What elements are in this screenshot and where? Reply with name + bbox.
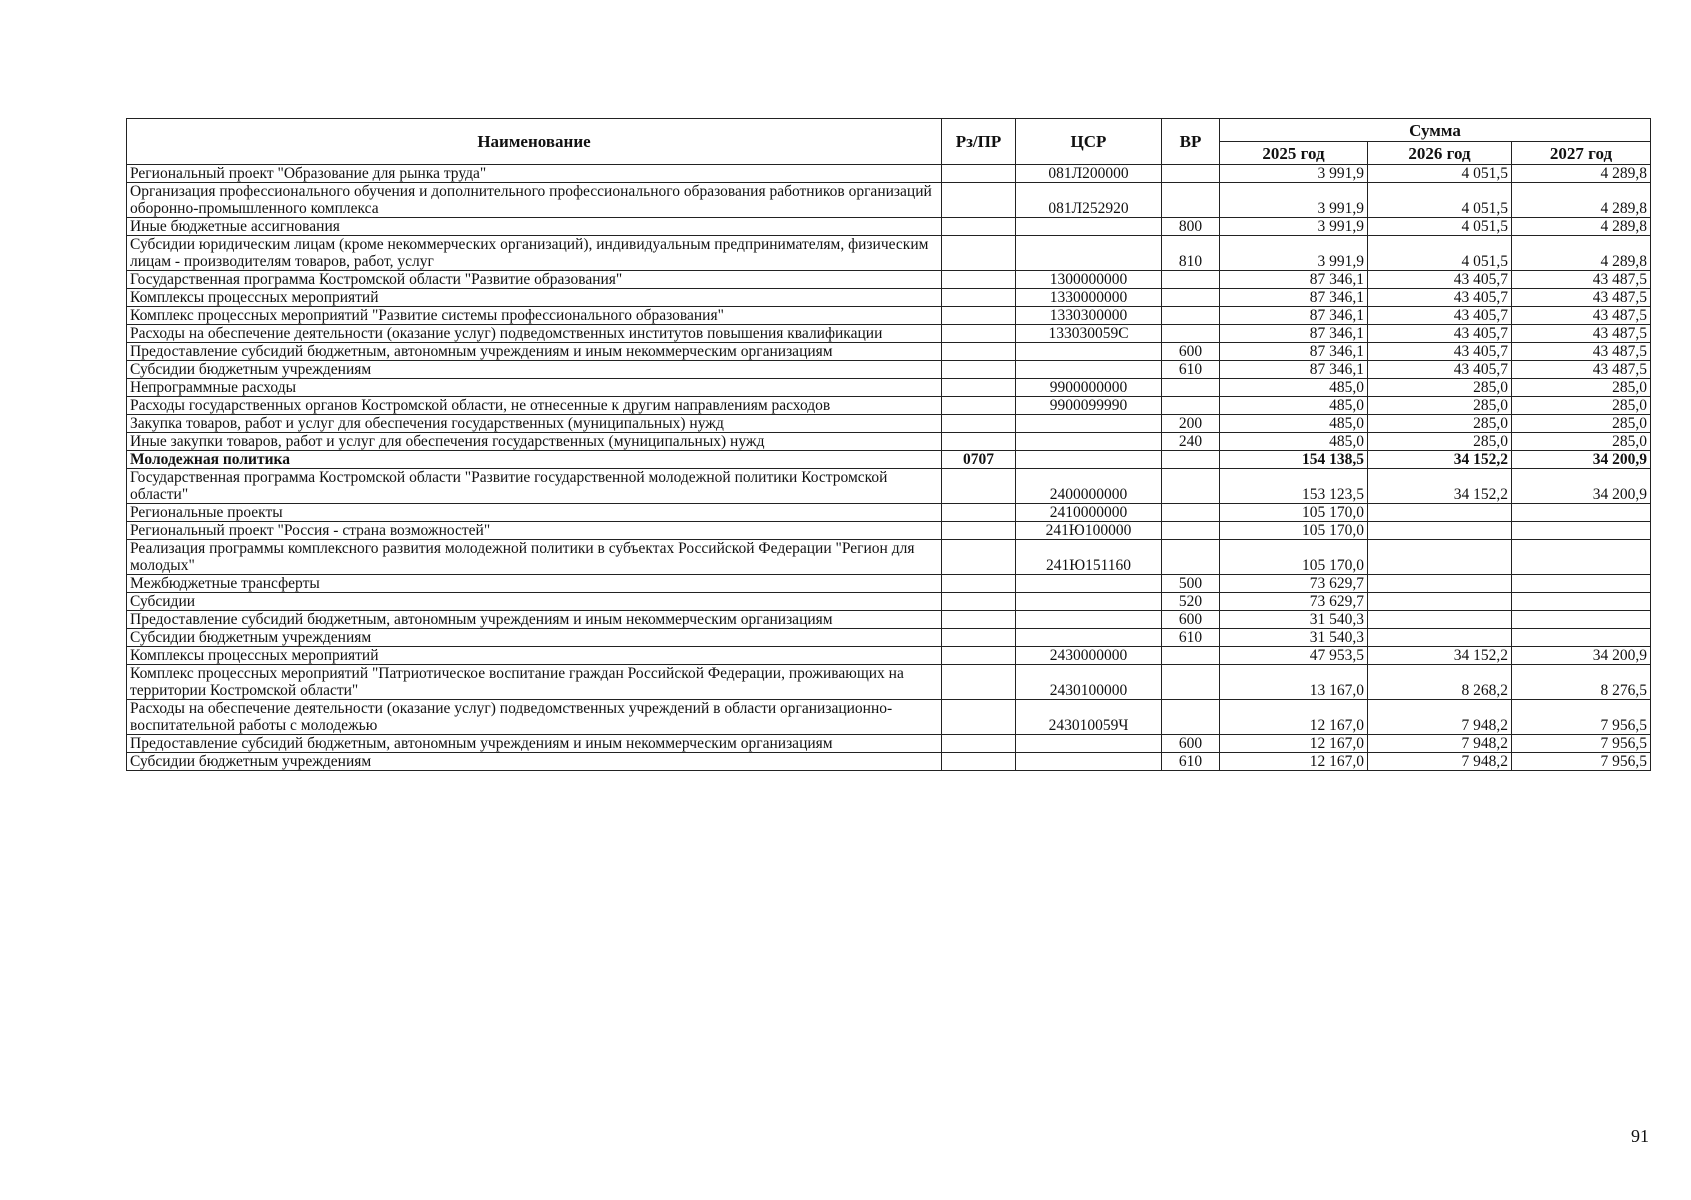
cell-name: Региональный проект "Россия - страна возможностей" (127, 522, 942, 540)
table-row (127, 218, 1651, 236)
cell-2025: 485,0 (1220, 415, 1368, 433)
table-row (127, 629, 1651, 647)
cell-name: Межбюджетные трансферты (127, 575, 942, 593)
cell-name: Комплекс процессных мероприятий "Патриотическое воспитание граждан Российской Федерации, проживающих на территории Костромской области" (127, 665, 942, 700)
table-row (127, 700, 1651, 735)
page-number: 91 (1631, 1126, 1649, 1146)
cell-vr: 240 (1162, 433, 1220, 451)
cell-rzpr (942, 647, 1016, 665)
cell-csr (1016, 415, 1162, 433)
header-row-top (127, 119, 1651, 142)
cell-2025: 3 991,9 (1220, 236, 1368, 271)
header-name: Наименование (127, 119, 942, 165)
cell-2025: 87 346,1 (1220, 289, 1368, 307)
cell-rzpr: 0707 (942, 451, 1016, 469)
cell-2025: 3 991,9 (1220, 165, 1368, 183)
cell-vr: 600 (1162, 343, 1220, 361)
cell-vr (1162, 451, 1220, 469)
cell-rzpr (942, 540, 1016, 575)
cell-vr: 610 (1162, 629, 1220, 647)
cell-2027: 285,0 (1512, 397, 1651, 415)
table-row (127, 361, 1651, 379)
cell-2026: 4 051,5 (1368, 183, 1512, 218)
cell-2027: 34 200,9 (1512, 451, 1651, 469)
cell-2027: 43 487,5 (1512, 325, 1651, 343)
cell-csr: 9900000000 (1016, 379, 1162, 397)
cell-2027: 34 200,9 (1512, 469, 1651, 504)
cell-vr (1162, 379, 1220, 397)
cell-2025: 153 123,5 (1220, 469, 1368, 504)
cell-rzpr (942, 271, 1016, 289)
cell-2025: 3 991,9 (1220, 183, 1368, 218)
cell-vr (1162, 165, 1220, 183)
cell-2027 (1512, 540, 1651, 575)
cell-2025: 12 167,0 (1220, 735, 1368, 753)
cell-vr: 500 (1162, 575, 1220, 593)
header-year-2025: 2025 год (1220, 142, 1368, 165)
cell-csr (1016, 451, 1162, 469)
cell-name: Предоставление субсидий бюджетным, автономным учреждениям и иным некоммерческим организациям (127, 735, 942, 753)
cell-name: Расходы на обеспечение деятельности (оказание услуг) подведомственных учреждений в области организационно-воспитательной работы с молодежью (127, 700, 942, 735)
cell-2025: 31 540,3 (1220, 629, 1368, 647)
cell-2027 (1512, 575, 1651, 593)
cell-2026: 7 948,2 (1368, 735, 1512, 753)
cell-name: Субсидии юридическим лицам (кроме некоммерческих организаций), индивидуальным предпринимателям, физическим лицам - производителям товаров, работ, услуг (127, 236, 942, 271)
cell-2025: 12 167,0 (1220, 753, 1368, 771)
cell-csr (1016, 611, 1162, 629)
cell-rzpr (942, 575, 1016, 593)
cell-csr: 2430000000 (1016, 647, 1162, 665)
cell-2026: 285,0 (1368, 397, 1512, 415)
table-row (127, 522, 1651, 540)
cell-csr (1016, 593, 1162, 611)
cell-2026: 43 405,7 (1368, 307, 1512, 325)
cell-csr (1016, 753, 1162, 771)
cell-2026: 7 948,2 (1368, 753, 1512, 771)
cell-2025: 87 346,1 (1220, 271, 1368, 289)
cell-vr (1162, 504, 1220, 522)
cell-2025: 105 170,0 (1220, 522, 1368, 540)
cell-rzpr (942, 165, 1016, 183)
cell-2027: 285,0 (1512, 415, 1651, 433)
cell-name: Реализация программы комплексного развития молодежной политики в субъектах Российской Федерации "Регион для молодых" (127, 540, 942, 575)
table-row (127, 343, 1651, 361)
cell-csr (1016, 629, 1162, 647)
cell-rzpr (942, 522, 1016, 540)
cell-name: Иные бюджетные ассигнования (127, 218, 942, 236)
cell-vr: 800 (1162, 218, 1220, 236)
cell-2027 (1512, 504, 1651, 522)
cell-vr: 810 (1162, 236, 1220, 271)
cell-csr (1016, 218, 1162, 236)
cell-2026: 4 051,5 (1368, 165, 1512, 183)
cell-2025: 12 167,0 (1220, 700, 1368, 735)
cell-rzpr (942, 343, 1016, 361)
table-row (127, 415, 1651, 433)
table-row (127, 325, 1651, 343)
cell-vr (1162, 183, 1220, 218)
cell-2026: 43 405,7 (1368, 325, 1512, 343)
header-rzpr: Рз/ПР (942, 119, 1016, 165)
cell-vr (1162, 307, 1220, 325)
cell-2025: 73 629,7 (1220, 575, 1368, 593)
cell-2025: 47 953,5 (1220, 647, 1368, 665)
cell-rzpr (942, 415, 1016, 433)
table-row (127, 307, 1651, 325)
cell-vr (1162, 540, 1220, 575)
cell-2026: 4 051,5 (1368, 236, 1512, 271)
cell-name: Субсидии бюджетным учреждениям (127, 753, 942, 771)
cell-2025: 105 170,0 (1220, 504, 1368, 522)
cell-name: Субсидии бюджетным учреждениям (127, 629, 942, 647)
cell-2026: 285,0 (1368, 379, 1512, 397)
header-sum: Сумма (1220, 119, 1651, 142)
header-vr: ВР (1162, 119, 1220, 165)
cell-2027: 43 487,5 (1512, 343, 1651, 361)
cell-csr: 9900099990 (1016, 397, 1162, 415)
cell-2027: 34 200,9 (1512, 647, 1651, 665)
cell-2026: 43 405,7 (1368, 289, 1512, 307)
cell-rzpr (942, 593, 1016, 611)
cell-name: Организация профессионального обучения и дополнительного профессионального образования работников организаций оборонно-промышленного комплекса (127, 183, 942, 218)
table-row (127, 271, 1651, 289)
cell-rzpr (942, 433, 1016, 451)
cell-name: Комплексы процессных мероприятий (127, 289, 942, 307)
table-row (127, 647, 1651, 665)
cell-2027: 43 487,5 (1512, 307, 1651, 325)
cell-csr (1016, 735, 1162, 753)
cell-2027: 285,0 (1512, 433, 1651, 451)
cell-2027: 7 956,5 (1512, 700, 1651, 735)
table-row (127, 593, 1651, 611)
cell-vr: 610 (1162, 753, 1220, 771)
cell-2026 (1368, 575, 1512, 593)
cell-2026 (1368, 593, 1512, 611)
cell-rzpr (942, 289, 1016, 307)
cell-rzpr (942, 629, 1016, 647)
cell-name: Региональный проект "Образование для рынка труда" (127, 165, 942, 183)
cell-vr (1162, 665, 1220, 700)
header-csr: ЦСР (1016, 119, 1162, 165)
cell-2026 (1368, 611, 1512, 629)
cell-csr: 241Ю100000 (1016, 522, 1162, 540)
cell-rzpr (942, 665, 1016, 700)
cell-2027: 285,0 (1512, 379, 1651, 397)
table-row (127, 665, 1651, 700)
cell-csr: 2400000000 (1016, 469, 1162, 504)
cell-rzpr (942, 361, 1016, 379)
table-row (127, 397, 1651, 415)
cell-vr (1162, 700, 1220, 735)
cell-2027: 4 289,8 (1512, 183, 1651, 218)
cell-2027: 43 487,5 (1512, 289, 1651, 307)
cell-2027: 4 289,8 (1512, 218, 1651, 236)
table-row (127, 575, 1651, 593)
cell-name: Государственная программа Костромской области "Развитие государственной молодежной политики Костромской области" (127, 469, 942, 504)
table-row (127, 433, 1651, 451)
cell-csr: 241Ю151160 (1016, 540, 1162, 575)
cell-2026: 43 405,7 (1368, 361, 1512, 379)
cell-2027: 7 956,5 (1512, 735, 1651, 753)
cell-rzpr (942, 379, 1016, 397)
cell-2026: 34 152,2 (1368, 451, 1512, 469)
cell-2027: 43 487,5 (1512, 361, 1651, 379)
header-year-2027: 2027 год (1512, 142, 1651, 165)
cell-rzpr (942, 325, 1016, 343)
cell-vr (1162, 397, 1220, 415)
cell-vr (1162, 289, 1220, 307)
table-row (127, 289, 1651, 307)
cell-vr: 520 (1162, 593, 1220, 611)
cell-vr: 600 (1162, 611, 1220, 629)
cell-2026: 285,0 (1368, 415, 1512, 433)
cell-2027: 8 276,5 (1512, 665, 1651, 700)
cell-2027: 4 289,8 (1512, 165, 1651, 183)
cell-vr: 600 (1162, 735, 1220, 753)
cell-2027 (1512, 522, 1651, 540)
table-row (127, 469, 1651, 504)
table-row (127, 165, 1651, 183)
cell-name: Субсидии бюджетным учреждениям (127, 361, 942, 379)
cell-2025: 73 629,7 (1220, 593, 1368, 611)
cell-2026 (1368, 504, 1512, 522)
table-row (127, 236, 1651, 271)
cell-2025: 3 991,9 (1220, 218, 1368, 236)
cell-vr: 610 (1162, 361, 1220, 379)
cell-2027 (1512, 629, 1651, 647)
cell-rzpr (942, 236, 1016, 271)
table-row (127, 451, 1651, 469)
cell-2026: 8 268,2 (1368, 665, 1512, 700)
cell-vr: 200 (1162, 415, 1220, 433)
budget-sheet (126, 118, 1650, 771)
cell-name: Комплекс процессных мероприятий "Развитие системы профессионального образования" (127, 307, 942, 325)
budget-table (126, 118, 1651, 771)
cell-2027: 4 289,8 (1512, 236, 1651, 271)
cell-csr: 1330000000 (1016, 289, 1162, 307)
cell-2025: 485,0 (1220, 433, 1368, 451)
cell-rzpr (942, 218, 1016, 236)
cell-csr (1016, 575, 1162, 593)
cell-2025: 87 346,1 (1220, 343, 1368, 361)
cell-name: Региональные проекты (127, 504, 942, 522)
cell-csr (1016, 236, 1162, 271)
cell-2026 (1368, 522, 1512, 540)
cell-2027 (1512, 611, 1651, 629)
cell-2025: 87 346,1 (1220, 307, 1368, 325)
cell-2025: 105 170,0 (1220, 540, 1368, 575)
cell-name: Расходы на обеспечение деятельности (оказание услуг) подведомственных институтов повышения квалификации (127, 325, 942, 343)
cell-2025: 31 540,3 (1220, 611, 1368, 629)
cell-csr (1016, 343, 1162, 361)
cell-csr: 1330300000 (1016, 307, 1162, 325)
cell-2025: 87 346,1 (1220, 325, 1368, 343)
cell-csr: 243010059Ч (1016, 700, 1162, 735)
cell-rzpr (942, 504, 1016, 522)
cell-2026: 7 948,2 (1368, 700, 1512, 735)
cell-rzpr (942, 307, 1016, 325)
cell-2026: 285,0 (1368, 433, 1512, 451)
cell-name: Государственная программа Костромской области "Развитие образования" (127, 271, 942, 289)
cell-2027 (1512, 593, 1651, 611)
cell-2026: 34 152,2 (1368, 469, 1512, 504)
cell-vr (1162, 522, 1220, 540)
cell-rzpr (942, 700, 1016, 735)
cell-rzpr (942, 469, 1016, 504)
header-year-2026: 2026 год (1368, 142, 1512, 165)
cell-rzpr (942, 753, 1016, 771)
cell-2025: 485,0 (1220, 397, 1368, 415)
cell-2025: 154 138,5 (1220, 451, 1368, 469)
table-body (127, 165, 1651, 771)
cell-2026: 4 051,5 (1368, 218, 1512, 236)
cell-2025: 485,0 (1220, 379, 1368, 397)
cell-csr: 081Л200000 (1016, 165, 1162, 183)
cell-name: Предоставление субсидий бюджетным, автономным учреждениям и иным некоммерческим организациям (127, 343, 942, 361)
cell-vr (1162, 271, 1220, 289)
cell-csr: 2430100000 (1016, 665, 1162, 700)
table-row (127, 735, 1651, 753)
cell-vr (1162, 469, 1220, 504)
table-row (127, 183, 1651, 218)
cell-2025: 13 167,0 (1220, 665, 1368, 700)
cell-2026: 34 152,2 (1368, 647, 1512, 665)
cell-name: Расходы государственных органов Костромской области, не отнесенные к другим направлениям расходов (127, 397, 942, 415)
table-row (127, 379, 1651, 397)
cell-rzpr (942, 397, 1016, 415)
cell-csr (1016, 433, 1162, 451)
cell-2025: 87 346,1 (1220, 361, 1368, 379)
cell-csr: 081Л252920 (1016, 183, 1162, 218)
cell-2026: 43 405,7 (1368, 343, 1512, 361)
cell-csr (1016, 361, 1162, 379)
cell-rzpr (942, 735, 1016, 753)
cell-csr: 2410000000 (1016, 504, 1162, 522)
cell-2027: 43 487,5 (1512, 271, 1651, 289)
table-row (127, 504, 1651, 522)
cell-name: Молодежная политика (127, 451, 942, 469)
table-row (127, 540, 1651, 575)
cell-2026: 43 405,7 (1368, 271, 1512, 289)
cell-vr (1162, 325, 1220, 343)
cell-name: Непрограммные расходы (127, 379, 942, 397)
cell-name: Иные закупки товаров, работ и услуг для обеспечения государственных (муниципальных) нужд (127, 433, 942, 451)
cell-name: Закупка товаров, работ и услуг для обеспечения государственных (муниципальных) нужд (127, 415, 942, 433)
table-row (127, 611, 1651, 629)
cell-rzpr (942, 611, 1016, 629)
cell-2027: 7 956,5 (1512, 753, 1651, 771)
table-row (127, 753, 1651, 771)
cell-name: Предоставление субсидий бюджетным, автономным учреждениям и иным некоммерческим организациям (127, 611, 942, 629)
cell-name: Комплексы процессных мероприятий (127, 647, 942, 665)
cell-csr: 133030059С (1016, 325, 1162, 343)
cell-2026 (1368, 629, 1512, 647)
cell-name: Субсидии (127, 593, 942, 611)
cell-vr (1162, 647, 1220, 665)
cell-rzpr (942, 183, 1016, 218)
cell-2026 (1368, 540, 1512, 575)
cell-csr: 1300000000 (1016, 271, 1162, 289)
